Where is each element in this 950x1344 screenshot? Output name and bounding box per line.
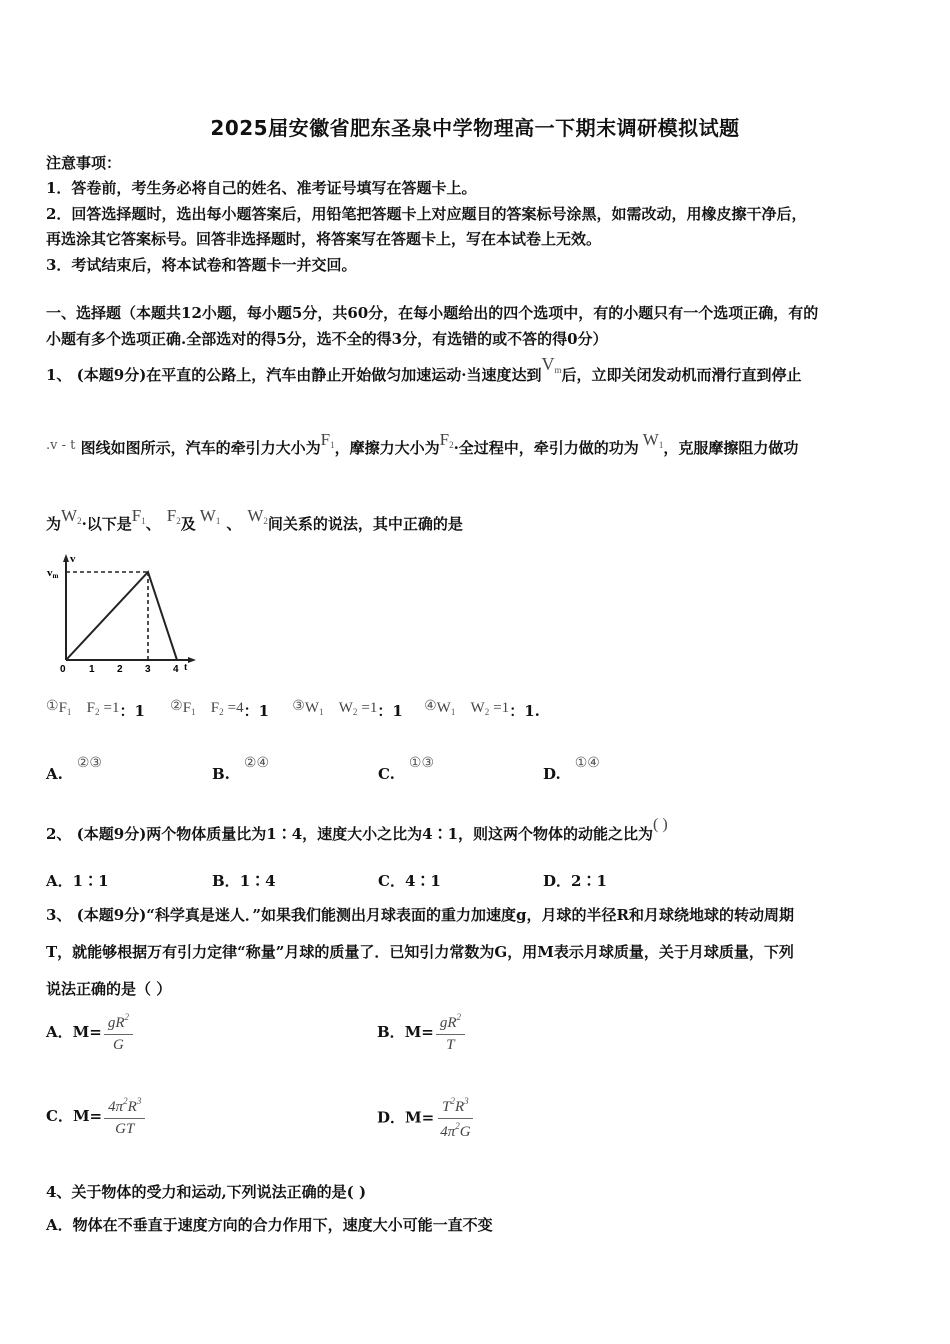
notice-item-2: 2．回答选择题时，选出每小题答案后，用铅笔把答题卡上对应题目的答案标号涂黑，如需改动，用橡皮擦干净后， — [46, 205, 807, 223]
tick-4: 4 — [173, 664, 179, 674]
f2-symbol: $F_2$ — [439, 430, 454, 450]
st1-f1: $F_1$ — [58, 700, 72, 717]
q2-option-c[interactable]: C．4∶1 — [378, 872, 441, 890]
st3-w1: $W_1$ — [304, 700, 324, 717]
q4-option-a[interactable]: A．物体在不垂直于速度方向的合力作用下，速度大小可能一直不变 — [46, 1216, 493, 1234]
tick-1: 1 — [89, 664, 95, 674]
w1-symbol: $W_1$ — [642, 430, 664, 450]
notice-heading: 注意事项： — [46, 154, 122, 172]
q1-option-c[interactable]: C.①③ — [378, 755, 435, 783]
q1-statements: $①F_1$ $F_2 =1$：1 $②F_1$ $F_2 =4$：1 $③W_1$ $W_2 =1$：1 $④W_1$ $W_2 =1$：1. — [46, 698, 540, 720]
st4-w2: $W_2 =1$ — [470, 700, 510, 717]
tick-2: 2 — [117, 664, 123, 674]
q3-option-d[interactable]: D．M= $\frac{T^2R^3}{4\pi^2G}$ — [377, 1096, 475, 1141]
q1-line3: 为$W_2\cdot$以下是$F_1$、 $F_2$及 $W_1$ 、 $W_2$间关系的说法，其中正确的是 — [46, 506, 463, 533]
w1-symbol-b: $W_1$ — [199, 506, 221, 526]
w2-symbol-b: $W_2$ — [247, 506, 268, 526]
q1-line2 — [46, 430, 799, 458]
q1-text-g: 为 — [46, 515, 62, 533]
q2-option-a[interactable]: A．1∶1 — [46, 872, 109, 890]
st3-w2: $W_2 =1$ — [338, 700, 378, 717]
w2-symbol: $W_2$ — [61, 506, 82, 526]
q3-a-fraction: $\frac{gR^2}{G}$ — [104, 1012, 133, 1054]
q1-text-e: ·全过程中，牵引力做的功为 — [453, 439, 639, 457]
q2-answer-paren: ( ) — [653, 816, 668, 833]
st1-f2: $F_2 =1$ — [86, 700, 120, 717]
f1-symbol: $F_1$ — [320, 430, 335, 450]
q1-text-c: 图线如图所示，汽车的牵引力大小为 — [80, 439, 321, 457]
q1-text-h: ·以下是 — [81, 515, 132, 533]
st2-f2: $F_2 =4$ — [210, 700, 244, 717]
notice-item-2-cont: 再选涂其它答案标号。回答非选择题时，将答案写在答题卡上，写在本试卷上无效。 — [46, 230, 602, 248]
q1-line1 — [46, 354, 802, 385]
notice-item-1: 1．答卷前，考生务必将自己的姓名、准考证号填写在答题卡上。 — [46, 179, 477, 197]
q2-option-d[interactable]: D．2∶1 — [543, 872, 607, 890]
q3-option-c[interactable]: C．M= $\frac{4\pi^2R^3}{GT}$ — [46, 1096, 145, 1138]
q1-option-b[interactable]: B.②④ — [212, 755, 270, 783]
statement-2-marker: ② — [170, 698, 183, 714]
tick-0: 0 — [60, 664, 66, 674]
q3-line1: 3、 (本题9分)“科学真是迷人．”如果我们能测出月球表面的重力加速度g，月球的半径R和月球绕地球的转动周期 — [46, 906, 795, 924]
q3-line3: 说法正确的是（ ） — [46, 980, 172, 998]
y-axis-label: v — [70, 553, 76, 565]
q3-b-fraction: $\frac{gR^2}{T}$ — [436, 1012, 465, 1054]
statement-4-marker: ④ — [424, 698, 437, 714]
statement-1-marker: ① — [46, 698, 59, 714]
q2-option-b[interactable]: B．1∶4 — [212, 872, 276, 890]
f1-symbol-b: $F_1$ — [131, 506, 146, 526]
q3-c-fraction: $\frac{4\pi^2R^3}{GT}$ — [104, 1096, 145, 1138]
q1-text-f: ，克服摩擦阻力做功 — [663, 439, 799, 457]
q3-line2: T，就能够根据万有引力定律“称量”月球的质量了．已知引力常数为G，用M表示月球质量，关于月球质量，下列 — [46, 943, 794, 961]
q1-option-a[interactable]: A.②③ — [46, 755, 102, 783]
vt-graph — [44, 552, 204, 674]
section-heading-line2: 小题有多个选项正确.全部选对的得5分，选不全的得3分，有选错的或不答的得0分） — [46, 330, 608, 348]
notice-item-3: 3．考试结束后，将本试卷和答题卡一并交回。 — [46, 256, 357, 274]
q3-option-a[interactable]: A．M= $\frac{gR^2}{G}$ — [46, 1012, 133, 1054]
tick-3: 3 — [145, 664, 151, 674]
q1-text-a: 1、 (本题9分)在平直的公路上，汽车由静止开始做匀加速运动·当速度达到 — [46, 366, 542, 384]
f2-symbol-b: $F_2$ — [166, 506, 181, 526]
q1-option-d[interactable]: D.①④ — [543, 755, 600, 783]
q4-line: 4、关于物体的受力和运动,下列说法正确的是( ) — [46, 1183, 367, 1201]
q1-text-d: ，摩擦力大小为 — [334, 439, 440, 457]
st2-f1: $F_1$ — [182, 700, 196, 717]
page-title: 2025届安徽省肥东圣泉中学物理高一下期末调研模拟试题 — [210, 116, 740, 140]
q2-text: 2、 (本题9分)两个物体质量比为1∶4，速度大小之比为4∶1，则这两个物体的动能之比为 — [46, 825, 654, 843]
q2-line — [46, 816, 668, 844]
vm-symbol: $V_m$ — [541, 354, 562, 375]
statement-3-marker: ③ — [292, 698, 305, 714]
vt-label: .v - t — [46, 438, 76, 453]
st4-w1: $W_1$ — [436, 700, 456, 717]
q1-text-b: 后，立即关闭发动机而滑行直到停止 — [561, 366, 802, 384]
section-heading-line1: 一、选择题（本题共12小题，每小题5分，共60分，在每小题给出的四个选项中，有的小题只有一个选项正确，有的 — [46, 304, 819, 322]
q1-text-i: 间关系的说法，其中正确的是 — [267, 515, 463, 533]
q3-option-b[interactable]: B．M= $\frac{gR^2}{T}$ — [377, 1012, 465, 1054]
q3-d-fraction: $\frac{T^2R^3}{4\pi^2G}$ — [436, 1096, 474, 1141]
vm-label: vm — [47, 567, 59, 580]
x-axis-label: t — [184, 662, 188, 673]
